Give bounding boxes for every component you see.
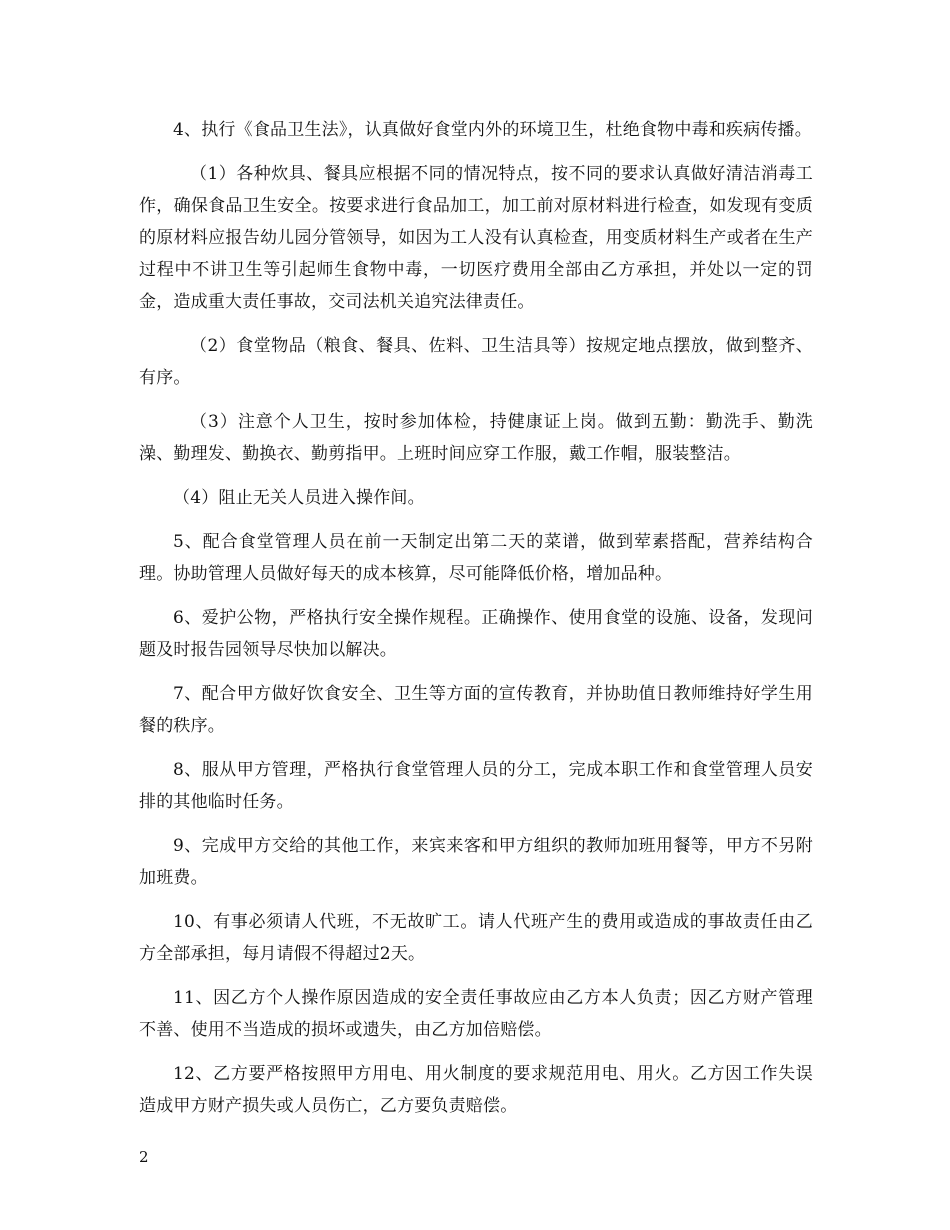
paragraph-subitem-1: （1）各种炊具、餐具应根据不同的情况特点，按不同的要求认真做好清洁消毒工作，确保食品卫生安全。按要求进行食品加工，加工前对原材料进行检查，如发现有变质的原材料应报告幼儿园分管领导，如因为工人没有认真检查，用变质材料生产或者在生产过程中不讲卫生等引起师生食物中毒，一切医疗费用全部由乙方承担，并处以一定的罚金，造成重大责任事故，交司法机关追究法律责任。 <box>139 164 813 312</box>
paragraph-subitem-2: （2）食堂物品（粮食、餐具、佐料、卫生洁具等）按规定地点摆放，做到整齐、有序。 <box>139 336 813 388</box>
document-body <box>139 114 813 1134</box>
paragraph-subitem-3: （3）注意个人卫生，按时参加体检，持健康证上岗。做到五勤：勤洗手、勤洗澡、勤理发、勤换衣、勤剪指甲。上班时间应穿工作服，戴工作帽，服装整洁。 <box>139 412 813 464</box>
paragraph-subitem-4: （4）阻止无关人员进入操作间。 <box>173 488 425 508</box>
paragraph-item-9: 9、完成甲方交给的其他工作，来宾来客和甲方组织的教师加班用餐等，甲方不另附加班费。 <box>139 836 813 888</box>
paragraph-item-4: 4、执行《食品卫生法》，认真做好食堂内外的环境卫生，杜绝食物中毒和疾病传播。 <box>173 120 812 140</box>
paragraph-item-7: 7、配合甲方做好饮食安全、卫生等方面的宣传教育，并协助值日教师维持好学生用餐的秩序。 <box>139 684 813 736</box>
paragraph-item-8: 8、服从甲方管理，严格执行食堂管理人员的分工，完成本职工作和食堂管理人员安排的其他临时任务。 <box>139 760 813 812</box>
paragraph-item-12: 12、乙方要严格按照甲方用电、用火制度的要求规范用电、用火。乙方因工作失误造成甲方财产损失或人员伤亡，乙方要负责赔偿。 <box>139 1064 813 1116</box>
paragraph-item-10: 10、有事必须请人代班，不无故旷工。请人代班产生的费用或造成的事故责任由乙方全部承担，每月请假不得超过2天。 <box>139 912 813 964</box>
paragraph-item-11: 11、因乙方个人操作原因造成的安全责任事故应由乙方本人负责；因乙方财产管理不善、使用不当造成的损坏或遗失，由乙方加倍赔偿。 <box>139 988 813 1040</box>
page-number: 2 <box>139 1148 149 1166</box>
paragraph-item-5: 5、配合食堂管理人员在前一天制定出第二天的菜谱，做到荤素搭配，营养结构合理。协助管理人员做好每天的成本核算，尽可能降低价格，增加品种。 <box>139 532 813 584</box>
paragraph-item-6: 6、爱护公物，严格执行安全操作规程。正确操作、使用食堂的设施、设备，发现问题及时报告园领导尽快加以解决。 <box>139 608 813 660</box>
